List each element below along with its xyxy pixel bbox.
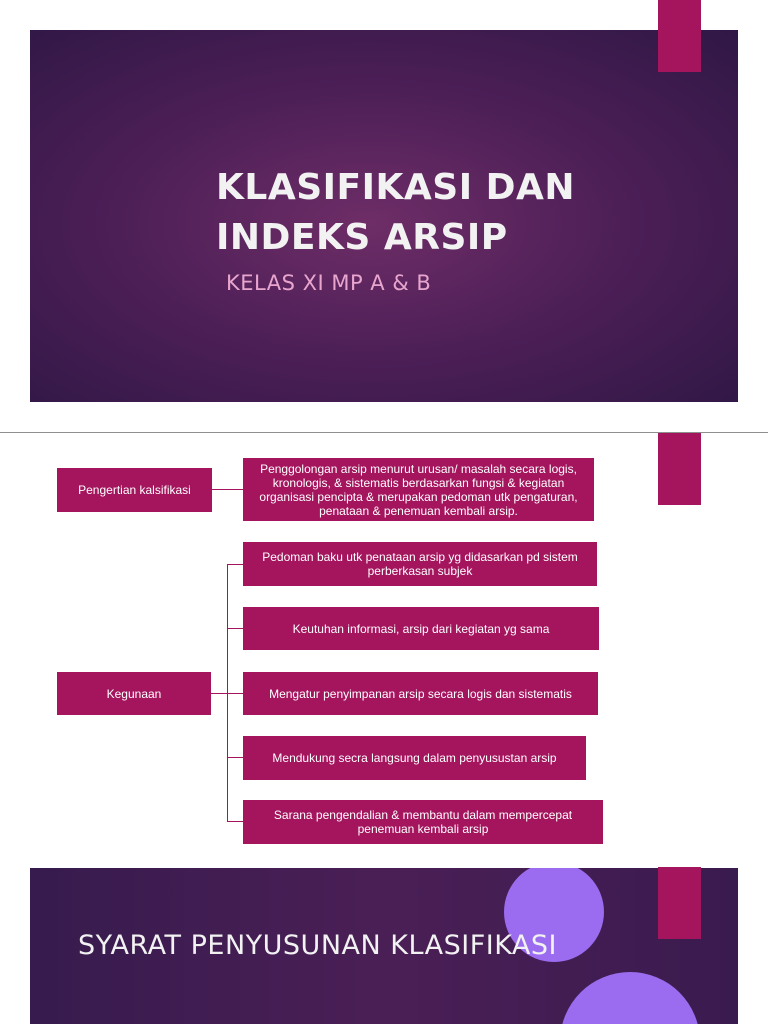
slide-divider bbox=[0, 432, 768, 433]
slide-title bbox=[216, 163, 575, 263]
slide-accent-tab bbox=[658, 433, 701, 505]
definition-label-box: Pengertian kalsifikasi bbox=[57, 468, 212, 512]
slide-accent-tab bbox=[658, 867, 701, 939]
slide-title-line-2: INDEKS ARSIP bbox=[216, 217, 508, 258]
connector-branch bbox=[227, 564, 243, 565]
uses-item-box: Pedoman baku utk penataan arsip yg didasarkan pd sistem perberkasan subjek bbox=[243, 542, 597, 586]
uses-item-box: Sarana pengendalian & membantu dalam mempercepat penemuan kembali arsip bbox=[243, 800, 603, 844]
decorative-circle bbox=[560, 972, 700, 1024]
definition-text-box: Penggolongan arsip menurut urusan/ masalah secara logis, kronologis, & sistematis berdasarkan fungsi & kegiatan organisasi pencipta & merupakan pedoman utk pengaturan, penataan & penemuan kembali arsip. bbox=[243, 458, 594, 521]
slide-subtitle: KELAS XI MP A & B bbox=[226, 271, 432, 295]
connector-branch bbox=[227, 628, 243, 629]
connector-line bbox=[212, 489, 243, 490]
connector-branch bbox=[227, 821, 243, 822]
connector-branch bbox=[227, 757, 243, 758]
uses-item-box: Mengatur penyimpanan arsip secara logis dan sistematis bbox=[243, 672, 598, 715]
connector-line bbox=[211, 693, 227, 694]
section-title: SYARAT PENYUSUNAN KLASIFIKASI bbox=[78, 930, 557, 961]
slide-accent-tab bbox=[658, 0, 701, 72]
slide-title-line-1: KLASIFIKASI DAN bbox=[216, 167, 575, 208]
uses-item-box: Keutuhan informasi, arsip dari kegiatan yg sama bbox=[243, 607, 599, 650]
section-slide bbox=[30, 868, 738, 1024]
uses-item-box: Mendukung secra langsung dalam penyusustan arsip bbox=[243, 736, 586, 780]
connector-branch bbox=[227, 693, 243, 694]
uses-label-box: Kegunaan bbox=[57, 672, 211, 715]
